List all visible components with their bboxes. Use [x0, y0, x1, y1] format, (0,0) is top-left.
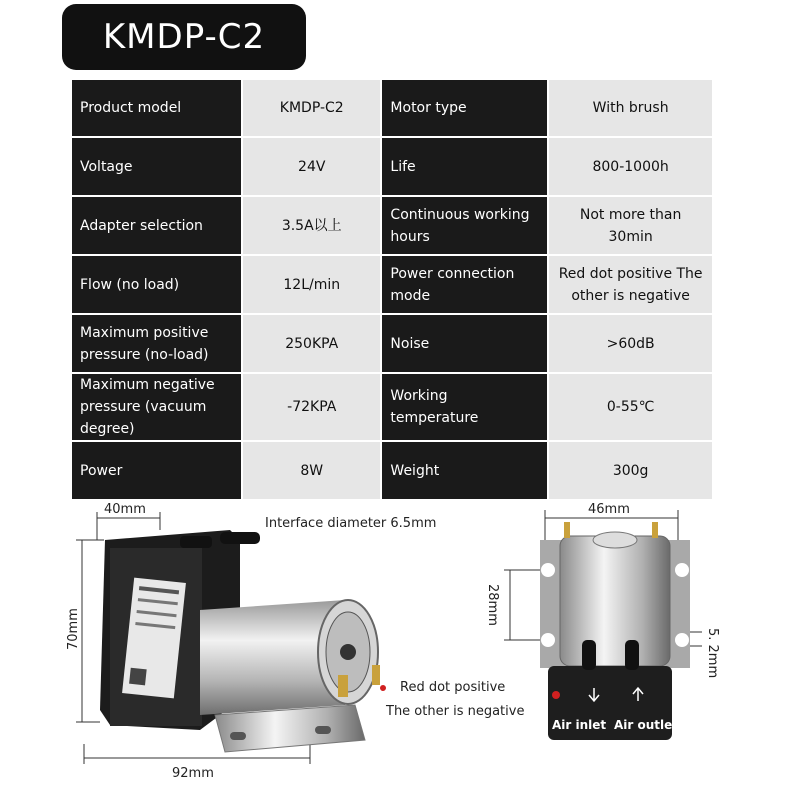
spec-row	[72, 80, 712, 136]
spec-key: Life	[382, 138, 547, 195]
air-outlet-label: Air outlet	[614, 718, 679, 732]
spec-value: With brush	[549, 80, 712, 136]
interface-diameter-label: Interface diameter 6.5mm	[265, 516, 437, 531]
product-title: KMDP-C2	[102, 17, 266, 57]
spec-value: 12L/min	[243, 256, 380, 313]
spec-key: Maximum negative pressure (vacuum degree)	[72, 374, 241, 440]
spec-key: Maximum positive pressure (no-load)	[72, 315, 241, 372]
spec-value: >60dB	[549, 315, 712, 372]
pump-drawing	[0, 500, 800, 800]
spec-value: KMDP-C2	[243, 80, 380, 136]
spec-value: 300g	[549, 442, 712, 499]
spec-value: 24V	[243, 138, 380, 195]
spec-value: 3.5A以上	[243, 197, 380, 254]
dim-hole-spacing: 28mm	[485, 584, 500, 626]
spec-key: Voltage	[72, 138, 241, 195]
spec-row	[72, 442, 712, 499]
spec-key: Product model	[72, 80, 241, 136]
air-inlet-label: Air inlet	[552, 718, 607, 732]
dim-width-right: 46mm	[588, 502, 630, 517]
pump-top-view	[504, 510, 702, 740]
dim-width-top: 40mm	[104, 502, 146, 517]
spec-row	[72, 374, 712, 440]
spec-key: Power	[72, 442, 241, 499]
other-negative-label: The other is negative	[386, 704, 525, 719]
dimension-diagram	[0, 500, 800, 800]
spec-value: 8W	[243, 442, 380, 499]
spec-value: Not more than 30min	[549, 197, 712, 254]
spec-key: Working temperature	[382, 374, 547, 440]
spec-row	[72, 256, 712, 313]
dim-hole-diameter: 5. 2mm	[705, 628, 720, 679]
spec-key: Weight	[382, 442, 547, 499]
spec-key: Motor type	[382, 80, 547, 136]
product-title-badge	[62, 4, 306, 70]
spec-table	[70, 78, 714, 501]
spec-key: Noise	[382, 315, 547, 372]
dim-length: 92mm	[172, 766, 214, 781]
spec-value: 800-1000h	[549, 138, 712, 195]
spec-value: -72KPA	[243, 374, 380, 440]
spec-value: 250KPA	[243, 315, 380, 372]
spec-key: Flow (no load)	[72, 256, 241, 313]
spec-row	[72, 315, 712, 372]
spec-row	[72, 197, 712, 254]
spec-row	[72, 138, 712, 195]
spec-value: 0-55℃	[549, 374, 712, 440]
spec-key: Adapter selection	[72, 197, 241, 254]
pump-side-view	[76, 512, 386, 764]
spec-key: Continuous working hours	[382, 197, 547, 254]
dim-height: 70mm	[66, 608, 81, 650]
red-dot-label: Red dot positive	[400, 680, 506, 695]
spec-value: Red dot positive The other is negative	[549, 256, 712, 313]
spec-key: Power connection mode	[382, 256, 547, 313]
